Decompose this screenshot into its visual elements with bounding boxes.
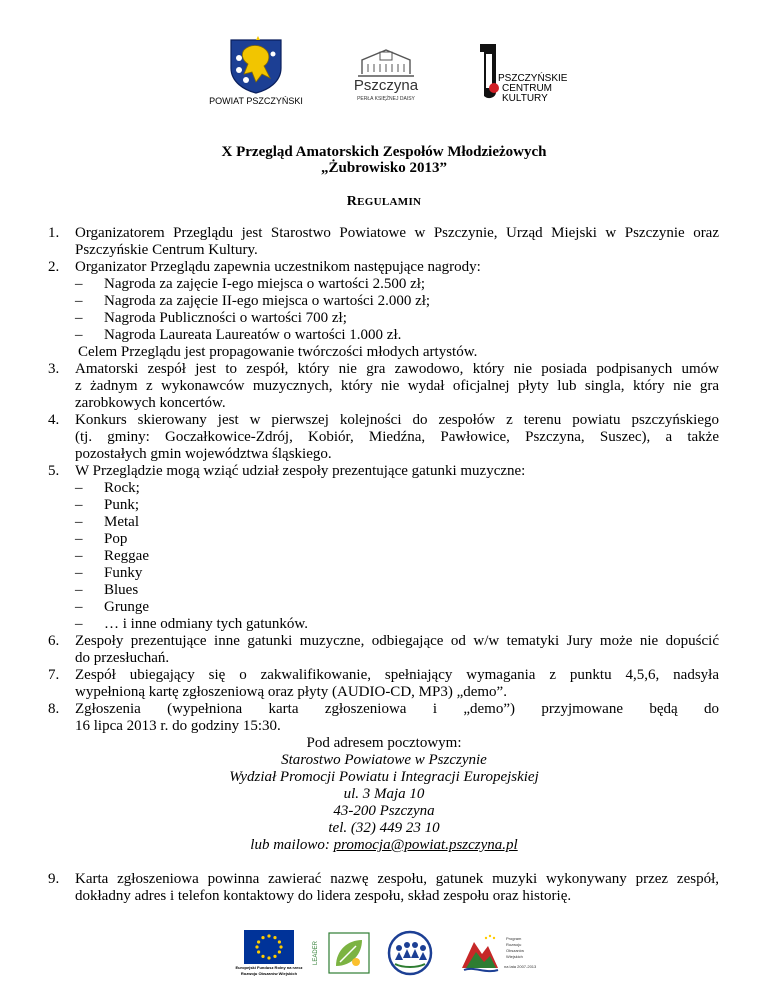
prow-caption-4: Wiejskich xyxy=(506,954,523,959)
genre-text: Metal xyxy=(104,514,139,530)
regulamin-rest: EGULAMIN xyxy=(357,196,422,208)
leader-leaf-icon xyxy=(328,932,370,974)
dash-bullet: – xyxy=(75,548,83,564)
rule-text: Amatorski zespół jest to zespół, który nie gra zawodowo, który nie posiada podpisanych umów xyxy=(75,361,719,377)
dash-bullet: – xyxy=(75,599,83,615)
footer-logos xyxy=(0,930,768,980)
rule-text: Zespoły prezentujące inne gatunki muzyczne, odbiegające od w/w tematyki Jury może nie dopuścić xyxy=(75,633,719,649)
prize-text: Nagroda za zajęcie II-ego miejsca o wartości 2.000 zł; xyxy=(104,293,431,309)
rule-text: dokładny adres i telefon kontaktowy do lidera zespołu, skład zespołu oraz historię. xyxy=(75,888,572,904)
dash-bullet: – xyxy=(75,327,83,343)
rule-number: 2. xyxy=(48,259,60,275)
address-line: 43-200 Pszczyna xyxy=(333,803,435,819)
dash-bullet: – xyxy=(75,531,83,547)
pszczyna-tagline: PERŁA KSIĘŻNEJ DAISY xyxy=(357,96,415,102)
rule-number: 1. xyxy=(48,225,60,241)
pck-logo xyxy=(474,42,574,106)
email-prefix: lub mailowo: xyxy=(250,837,334,853)
rule-text: Zgłoszenia (wypełniona karta zgłoszeniowa i „demo”) przyjmowane będą do xyxy=(75,701,719,717)
dash-bullet: – xyxy=(75,276,83,292)
address-email-line xyxy=(0,837,768,853)
prize-text: Nagroda Laureata Laureatów o wartości 1.000 zł. xyxy=(104,327,402,343)
rule-number: 5. xyxy=(48,463,60,479)
title-line-1: X Przegląd Amatorskich Zespołów Młodzieżowych xyxy=(221,144,547,160)
genre-text: Funky xyxy=(104,565,143,581)
address-phone: tel. (32) 449 23 10 xyxy=(328,820,440,836)
pszczyna-wordmark: Pszczyna xyxy=(353,77,419,94)
eu-flag-logo xyxy=(234,930,304,978)
pck-name-3: KULTURY xyxy=(502,93,548,104)
rule-text: Zespół ubiegający się o zakwalifikowanie, spełniający wymagania z punktu 4,5,6, nadsyła xyxy=(75,667,719,683)
rule-text: Organizator Przeglądu zapewnia uczestnikom następujące nagrody: xyxy=(75,259,481,275)
prow-caption-3: Obszarów xyxy=(506,948,525,953)
header-logos xyxy=(0,36,768,116)
prow-mountain-icon xyxy=(460,930,500,976)
eu-caption-1: Europejski Fundusz Rolny na rzecz xyxy=(235,965,303,970)
rule-text: Konkurs skierowany jest w pierwszej kolejności do zespołów z terenu powiatu pszczyńskiego xyxy=(75,412,719,428)
prize-text: Nagroda za zajęcie I-ego miejsca o wartości 2.500 zł; xyxy=(104,276,426,292)
regulamin-initial: R xyxy=(346,194,358,209)
pck-name-1: PSZCZYŃSKIE xyxy=(498,73,568,84)
rule-text: pozostałych gmin województwa śląskiego. xyxy=(75,446,332,462)
rule-text: wypełnioną kartę zgłoszeniową oraz płyty (AUDIO-CD, MP3) „demo”. xyxy=(75,684,507,700)
powiat-coat-of-arms-icon xyxy=(226,36,286,94)
dash-bullet: – xyxy=(75,582,83,598)
dash-bullet: – xyxy=(75,310,83,326)
rule-text: z żadnym z wykonawców muzycznych, który nie wydał oficjalnej płyty lub singla, który nie gra xyxy=(75,378,719,394)
pck-mark-icon xyxy=(474,42,502,102)
genre-text: Pop xyxy=(104,531,128,547)
address-line: Starostwo Powiatowe w Pszczynie xyxy=(281,752,487,768)
rule-number: 4. xyxy=(48,412,60,428)
email-link[interactable]: promocja@powiat.pszczyna.pl xyxy=(333,837,518,853)
dash-bullet: – xyxy=(75,497,83,513)
rule-text: zarobkowych koncertów. xyxy=(75,395,226,411)
rule-number: 7. xyxy=(48,667,60,683)
rule-text: Pszczyńskie Centrum Kultury. xyxy=(75,242,258,258)
prow-caption-2: Rozwoju xyxy=(506,942,522,947)
rule-text: (tj. gminy: Goczałkowice-Zdrój, Kobiór, Miedźna, Pawłowice, Pszczyna, Suszec), a także xyxy=(75,429,719,445)
genre-text: Punk; xyxy=(104,497,140,513)
eu-caption-2: Rozwoju Obszarów Wiejskich xyxy=(240,971,298,976)
rule-number: 9. xyxy=(48,871,60,887)
prow-logo xyxy=(460,930,540,980)
dash-bullet: – xyxy=(75,616,83,632)
genre-text: Grunge xyxy=(104,599,149,615)
celem-text: Celem Przeglądu jest propagowanie twórczości młodych artystów. xyxy=(78,344,478,360)
dash-bullet: – xyxy=(75,480,83,496)
rule-text: do przesłuchań. xyxy=(75,650,170,666)
regulamin-heading xyxy=(0,194,768,210)
rule-text: Organizatorem Przeglądu jest Starostwo Powiatowe w Pszczynie, Urząd Miejski w Pszczynie oraz xyxy=(75,225,719,241)
lgd-logo xyxy=(382,930,438,978)
leader-logo xyxy=(314,930,372,978)
prize-text: Nagroda Publiczności o wartości 700 zł; xyxy=(104,310,347,326)
rule-number: 3. xyxy=(48,361,60,377)
leader-text: LEADER xyxy=(313,940,320,966)
dash-bullet: – xyxy=(75,293,83,309)
eu-flag-icon xyxy=(244,930,294,964)
genre-text: Blues xyxy=(104,582,139,598)
powiat-name: POWIAT PSZCZYŃSKI xyxy=(209,96,303,106)
genre-text: … i inne odmiany tych gatunków. xyxy=(104,616,308,632)
palace-icon xyxy=(356,46,416,80)
prow-caption-1: Program xyxy=(506,936,522,941)
address-line: Wydział Promocji Powiatu i Integracji Europejskiej xyxy=(229,769,539,785)
lgd-people-icon xyxy=(385,930,435,976)
rule-text: W Przeglądzie mogą wziąć udział zespoły prezentujące gatunki muzyczne: xyxy=(75,463,526,479)
dash-bullet: – xyxy=(75,514,83,530)
genre-text: Rock; xyxy=(104,480,140,496)
address-line: ul. 3 Maja 10 xyxy=(343,786,425,802)
rule-number: 6. xyxy=(48,633,60,649)
rule-text: Karta zgłoszeniowa powinna zawierać nazwę zespołu, gatunek muzyki wykonywany przez zespół, xyxy=(75,871,719,887)
rule-text: 16 lipca 2013 r. do godziny 15:30. xyxy=(75,718,281,734)
genre-text: Reggae xyxy=(104,548,149,564)
pszczyna-logo xyxy=(348,46,424,108)
pck-name-2: CENTRUM xyxy=(502,83,552,94)
title-line-2: „Żubrowisko 2013” xyxy=(320,160,447,176)
dash-bullet: – xyxy=(75,565,83,581)
rule-number: 8. xyxy=(48,701,60,717)
powiat-logo xyxy=(196,36,316,116)
prow-caption-5: na lata 2007-2013 xyxy=(504,964,537,969)
address-intro: Pod adresem pocztowym: xyxy=(306,735,462,751)
